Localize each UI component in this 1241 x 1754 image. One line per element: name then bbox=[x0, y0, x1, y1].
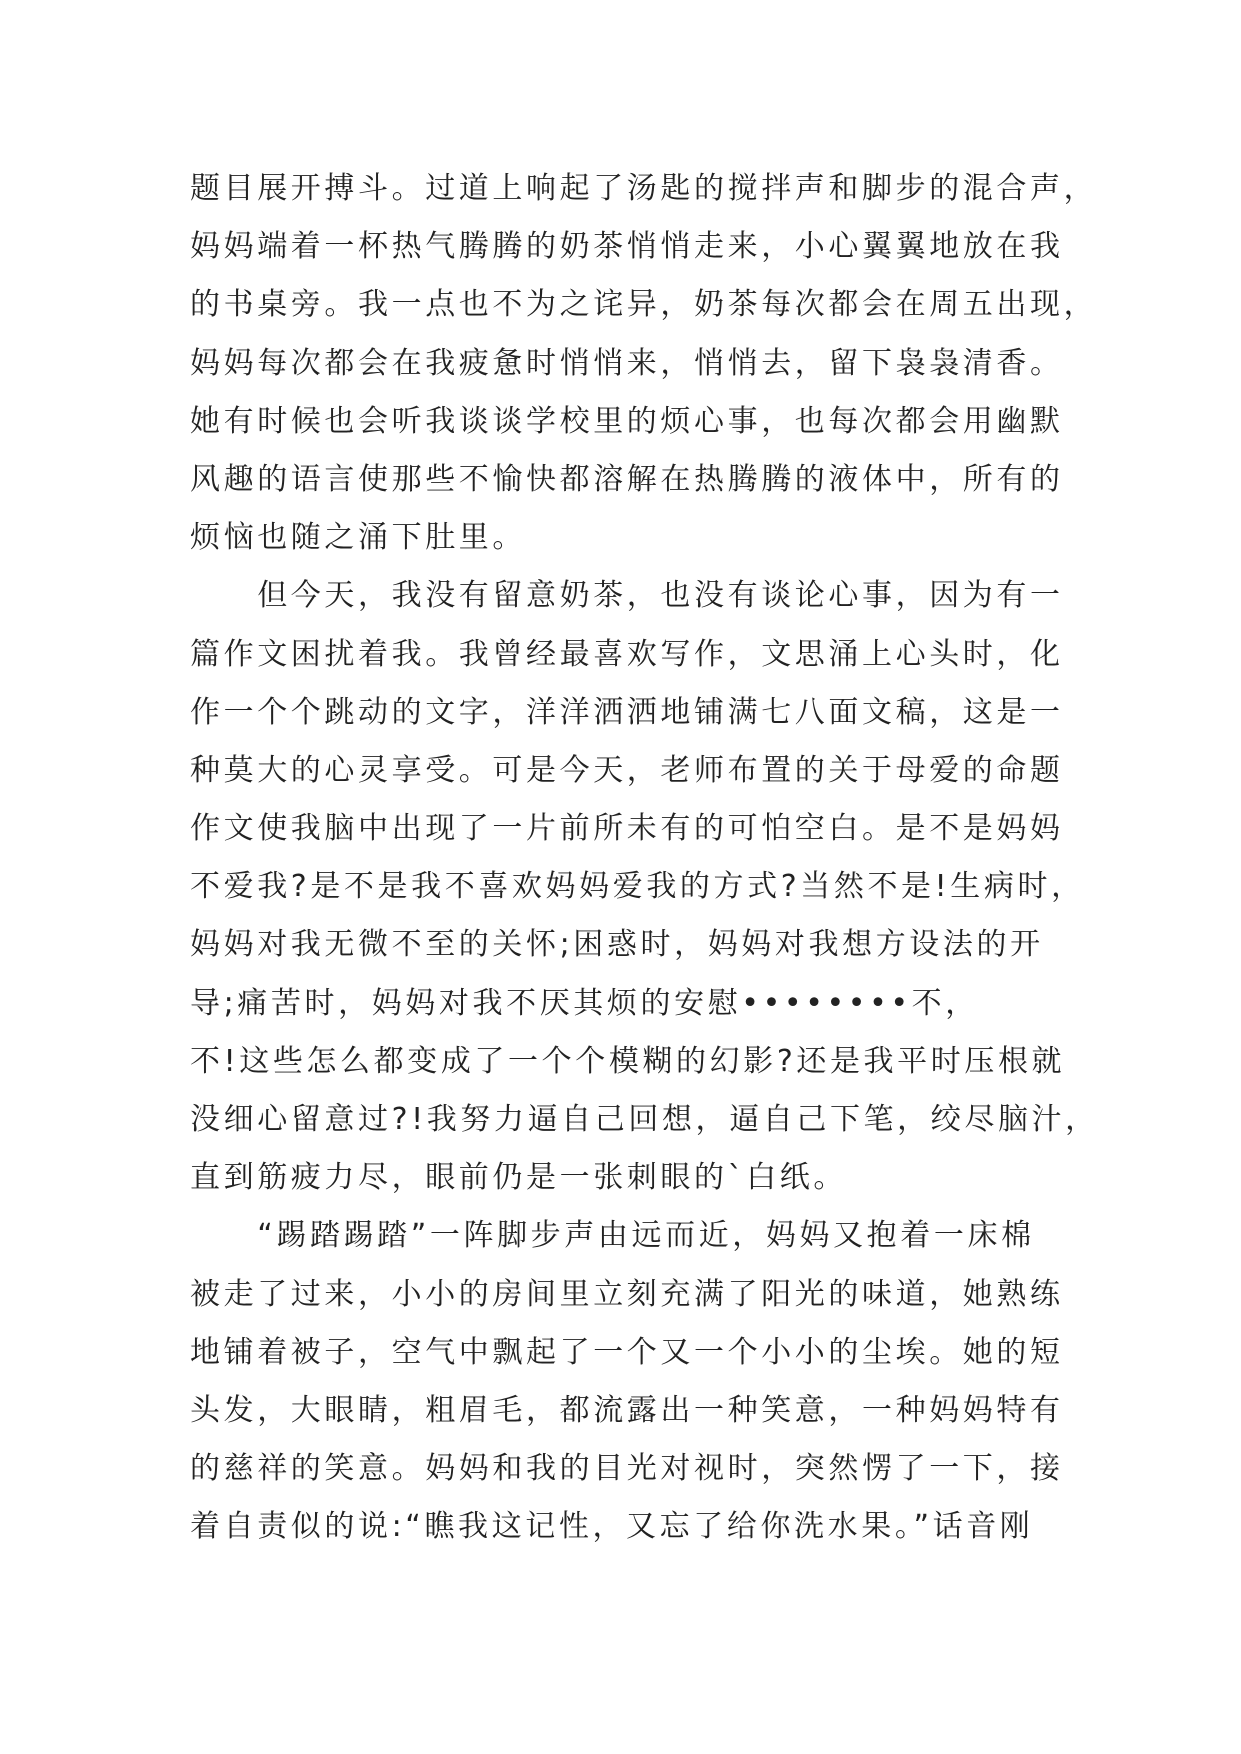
text-line: 妈妈每次都会在我疲惫时悄悄来，悄悄去，留下袅袅清香。 bbox=[190, 345, 1064, 381]
text-line: 的慈祥的笑意。妈妈和我的目光对视时，突然愣了一下，接 bbox=[190, 1451, 1064, 1487]
text-line: 作文使我脑中出现了一片前所未有的可怕空白。是不是妈妈 bbox=[190, 811, 1064, 847]
text-line: 不!这些怎么都变成了一个个模糊的幻影?还是我平时压根就 bbox=[190, 1043, 1066, 1079]
text-line: 地铺着被子，空气中飘起了一个又一个小小的尘埃。她的短 bbox=[190, 1334, 1064, 1370]
text-line: 没细心留意过?!我努力逼自己回想，逼自己下笔，绞尽脑汁， bbox=[190, 1102, 1099, 1137]
text-line: 着自责似的说:“瞧我这记性，又忘了给你洗水果。”话音刚 bbox=[190, 1509, 1034, 1545]
essay-body bbox=[190, 160, 1099, 1557]
text-line: 的书桌旁。我一点也不为之诧异，奶茶每次都会在周五出现， bbox=[190, 287, 1098, 323]
text-line: 头发，大眼睛，粗眉毛，都流露出一种笑意，一种妈妈特有 bbox=[190, 1392, 1064, 1428]
text-line: 妈妈对我无微不至的关怀;困惑时，妈妈对我想方设法的开 bbox=[190, 927, 1044, 963]
text-line: 但今天，我没有留意奶茶，也没有谈论心事，因为有一 bbox=[190, 578, 1064, 614]
text-line: 妈妈端着一杯热气腾腾的奶茶悄悄走来，小心翼翼地放在我 bbox=[190, 229, 1064, 265]
text-line: 她有时候也会听我谈谈学校里的烦心事，也每次都会用幽默 bbox=[190, 403, 1064, 439]
text-line: 导;痛苦时，妈妈对我不厌其烦的安慰••••••••不， bbox=[190, 985, 979, 1021]
text-line: 直到筋疲力尽，眼前仍是一张刺眼的`白纸。 bbox=[190, 1160, 847, 1196]
text-line: 不爱我?是不是我不喜欢妈妈爱我的方式?当然不是!生病时， bbox=[190, 869, 1085, 905]
text-line: 风趣的语言使那些不愉快都溶解在热腾腾的液体中，所有的 bbox=[190, 461, 1064, 497]
text-line: 烦恼也随之涌下肚里。 bbox=[190, 520, 526, 556]
text-line: 种莫大的心灵享受。可是今天，老师布置的关于母爱的命题 bbox=[190, 752, 1064, 788]
text-line: 篇作文困扰着我。我曾经最喜欢写作，文思涌上心头时，化 bbox=[190, 636, 1064, 672]
text-line: “踢踏踢踏”一阵脚步声由远而近，妈妈又抱着一床棉 bbox=[190, 1218, 1035, 1254]
text-line: 作一个个跳动的文字，洋洋洒洒地铺满七八面文稿，这是一 bbox=[190, 694, 1064, 730]
text-line: 被走了过来，小小的房间里立刻充满了阳光的味道，她熟练 bbox=[190, 1276, 1064, 1312]
text-line: 题目展开搏斗。过道上响起了汤匙的搅拌声和脚步的混合声， bbox=[190, 171, 1098, 206]
